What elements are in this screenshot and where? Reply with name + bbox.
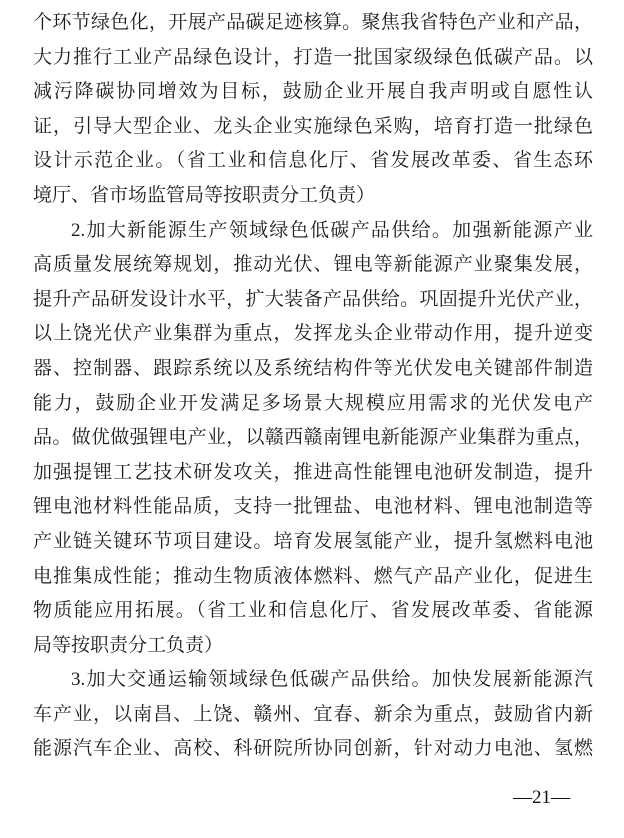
page-number: —21—: [513, 787, 570, 808]
text-line: 高质量发展统筹规划，推动光伏、锂电等新能源产业聚集发展，: [33, 254, 593, 276]
text-line: 锂电池材料性能品质，支持一批锂盐、电池材料、锂电池制造等: [33, 496, 593, 518]
text-line: 加强提锂工艺技术研发攻关，推进高性能锂电池研发制造，提升: [33, 461, 593, 483]
text-line: 减污降碳协同增效为目标，鼓励企业开展自我声明或自愿性认: [33, 81, 593, 103]
text-line: 器、控制器、跟踪系统以及系统结构件等光伏发电关键部件制造: [33, 357, 593, 379]
text-line: 车产业，以南昌、上饶、赣州、宜春、新余为重点，鼓励省内新: [33, 703, 593, 725]
text-line-item-3-start: 3.加大交通运输领域绿色低碳产品供给。加快发展新能源汽: [71, 669, 593, 691]
text-line-item-2-start: 2.加大新能源生产领域绿色低碳产品供给。加强新能源产业: [71, 219, 593, 241]
text-line: 提升产品研发设计水平，扩大装备产品供给。巩固提升光伏产业，: [33, 288, 593, 310]
text-line: 大力推行工业产品绿色设计，打造一批国家级绿色低碳产品。以: [33, 46, 593, 68]
text-line: 设计示范企业。（省工业和信息化厅、省发展改革委、省生态环: [33, 150, 593, 172]
text-line: 能源汽车企业、高校、科研院所协同创新，针对动力电池、氢燃: [33, 738, 593, 760]
text-line: 能力，鼓励企业开发满足多场景大规模应用需求的光伏发电产: [33, 392, 593, 414]
text-line: 证，引导大型企业、龙头企业实施绿色采购，培育打造一批绿色: [33, 115, 593, 137]
text-line: 以上饶光伏产业集群为重点，发挥龙头企业带动作用，提升逆变: [33, 323, 593, 345]
text-line: 品。做优做强锂电产业，以赣西赣南锂电新能源产业集群为重点，: [33, 427, 593, 449]
text-line: 物质能应用拓展。（省工业和信息化厅、省发展改革委、省能源: [33, 600, 593, 622]
text-line: 电推集成性能；推动生物质液体燃料、燃气产品产业化，促进生: [33, 565, 593, 587]
text-line-paragraph-end: 局等按职责分工负责）: [33, 634, 224, 656]
text-line: 个环节绿色化，开展产品碳足迹核算。聚焦我省特色产业和产品，: [33, 12, 593, 33]
text-line: 产业链关键环节项目建设。培育发展氢能产业，提升氢燃料电池: [33, 530, 593, 552]
document-body: [33, 6, 593, 767]
text-line-paragraph-end: 境厅、省市场监管局等按职责分工负责）: [33, 184, 376, 206]
